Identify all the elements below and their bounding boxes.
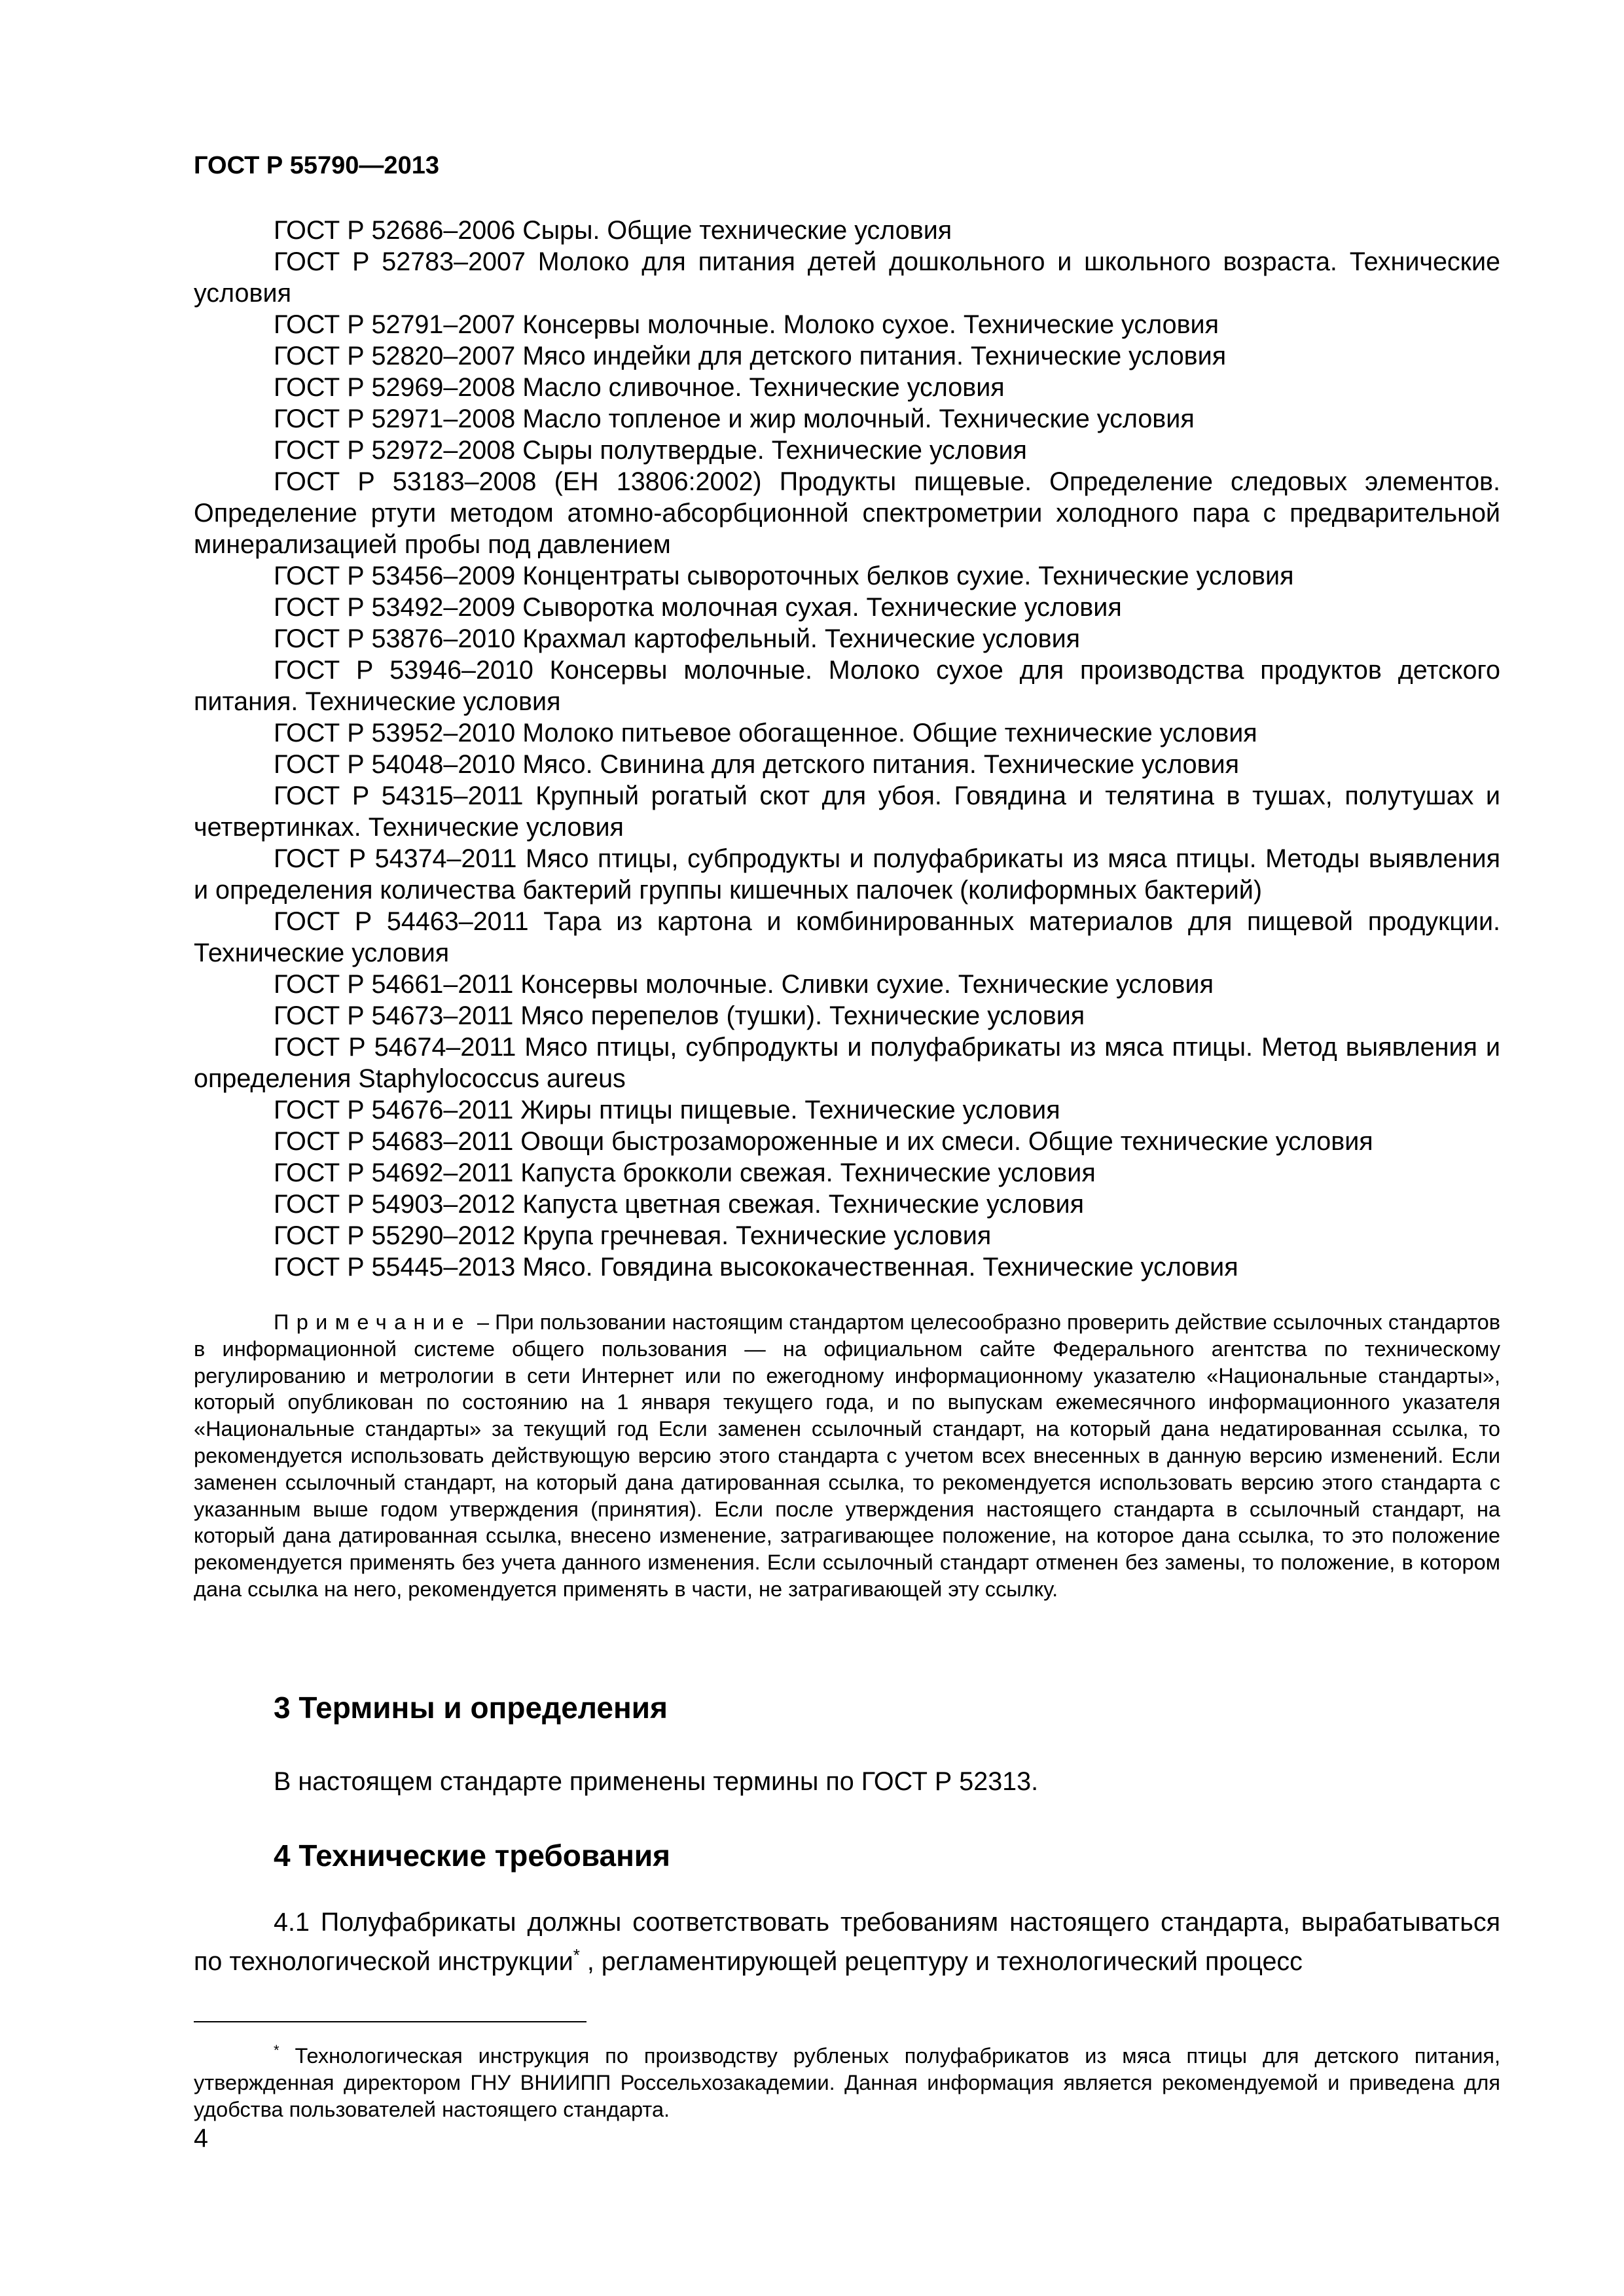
footnote-divider (194, 2021, 586, 2022)
reference-item: ГОСТ Р 52820–2007 Мясо индейки для детского питания. Технические условия (274, 342, 1227, 370)
reference-item: ГОСТ Р 52791–2007 Консервы молочные. Молоко сухое. Технические условия (274, 310, 1219, 339)
footnote (194, 2037, 1500, 2123)
reference-item: ГОСТ Р 55445–2013 Мясо. Говядина высококачественная. Технические условия (274, 1253, 1238, 1282)
footnote-text: Технологическая инструкция по производству рубленых полуфабрикатов из мяса птицы для детского питания, утвержденная директором ГНУ ВНИИПП Россельхозакадемии. Данная информация является рекомендуемой и приведена для удобства пользователей настоящего стандарта. (194, 2043, 1500, 2121)
reference-item: ГОСТ Р 54661–2011 Консервы молочные. Сливки сухие. Технические условия (274, 970, 1214, 999)
reference-item: ГОСТ Р 52783–2007 Молоко для питания детей дошкольного и школьного возраста. Технические условия (194, 247, 1500, 308)
reference-item: ГОСТ Р 53952–2010 Молоко питьевое обогащенное. Общие технические условия (274, 719, 1257, 747)
section-3-heading: 3 Термины и определения (274, 1691, 668, 1725)
section-4-heading: 4 Технические требования (274, 1839, 670, 1873)
reference-item: ГОСТ Р 54673–2011 Мясо перепелов (тушки). Технические условия (274, 1001, 1085, 1030)
reference-item: ГОСТ Р 52686–2006 Сыры. Общие технические условия (274, 216, 952, 245)
references-list (194, 215, 1500, 1283)
reference-item: ГОСТ Р 54903–2012 Капуста цветная свежая. Технические условия (274, 1190, 1084, 1219)
clause-4-1-text-a: 4.1 Полуфабрикаты должны соответствовать требованиям настоящего стандарта, вырабатываться по технологической инструкции (194, 1908, 1500, 1977)
clause-4-1-text-b: , регламентирующей рецептуру и технологический процесс (579, 1947, 1303, 1977)
clause-4-1 (194, 1906, 1500, 1978)
footnote-mark: * (274, 2042, 280, 2058)
reference-item: ГОСТ Р 52969–2008 Масло сливочное. Технические условия (274, 373, 1005, 402)
reference-item: ГОСТ Р 54048–2010 Мясо. Свинина для детского питания. Технические условия (274, 750, 1240, 779)
note-block (194, 1309, 1500, 1603)
note-label: Примечание (274, 1310, 471, 1334)
reference-item: ГОСТ Р 54374–2011 Мясо птицы, субпродукты и полуфабрикаты из мяса птицы. Методы выявления и определения количества бактерий группы кишечных палочек (колиформных бактерий) (194, 844, 1500, 905)
reference-item: ГОСТ Р 54463–2011 Тара из картона и комбинированных материалов для пищевой продукции. Технические условия (194, 907, 1500, 967)
reference-item: ГОСТ Р 54692–2011 Капуста брокколи свежая. Технические условия (274, 1158, 1096, 1187)
reference-item: ГОСТ Р 54674–2011 Мясо птицы, субпродукты и полуфабрикаты из мяса птицы. Метод выявления и определения Staphylococcus aureus (194, 1033, 1500, 1093)
reference-item: ГОСТ Р 55290–2012 Крупа гречневая. Технические условия (274, 1221, 992, 1250)
note-text: – При пользовании настоящим стандартом целесообразно проверить действие ссылочных стандартов в информационной системе общего пользования — на официальном сайте Федерального агентства по техническому регулированию и метрологии в сети Интернет или по ежегодному информационному указателю «Национальные стандарты», который опубликован по состоянию на 1 января текущего года, и по выпускам ежемесячного информационного указателя «Национальные стандарты» за текущий год Если заменен ссылочный стандарт, на который дана недатированная ссылка, то рекомендуется использовать действующую версию этого стандарта с учетом всех внесенных в данную версию изменений. Если заменен ссылочный стандарт, на который дана датированная ссылка, то рекомендуется использовать версию этого стандарта с указанным выше годом утверждения (принятия). Если после утверждения настоящего стандарта в ссылочный стандарт, на который дана датированная ссылка, внесено изменение, затрагивающее положение, на которое дана ссылка, то это положение рекомендуется применять без учета данного изменения. Если ссылочный стандарт отменен без замены, то положение, в котором дана ссылка на него, рекомендуется применять в части, не затрагивающей эту ссылку. (194, 1310, 1500, 1601)
reference-item: ГОСТ Р 53183–2008 (ЕН 13806:2002) Продукты пищевые. Определение следовых элементов. Определение ртути методом атомно-абсорбционной спектрометрии холодного пара с предварительной минерализацией пробы под давлением (194, 467, 1500, 559)
reference-item: ГОСТ Р 52971–2008 Масло топленое и жир молочный. Технические условия (274, 404, 1195, 433)
reference-item: ГОСТ Р 54315–2011 Крупный рогатый скот для убоя. Говядина и телятина в тушах, полутушах и четвертинках. Технические условия (194, 781, 1500, 842)
reference-item: ГОСТ Р 53946–2010 Консервы молочные. Молоко сухое для производства продуктов детского питания. Технические условия (194, 656, 1500, 716)
reference-item: ГОСТ Р 52972–2008 Сыры полутвердые. Технические условия (274, 436, 1027, 465)
reference-item: ГОСТ Р 53876–2010 Крахмал картофельный. Технические условия (274, 624, 1081, 653)
section-3-text: В настоящем стандарте применены термины по ГОСТ Р 52313. (274, 1767, 1039, 1796)
reference-item: ГОСТ Р 53456–2009 Концентраты сывороточных белков сухие. Технические условия (274, 562, 1294, 590)
page-number: 4 (194, 2124, 208, 2153)
reference-item: ГОСТ Р 54683–2011 Овощи быстрозамороженные и их смеси. Общие технические условия (274, 1127, 1373, 1156)
footnote-ref[interactable]: * (573, 1945, 580, 1965)
note-paragraph (194, 1309, 1500, 1603)
reference-item: ГОСТ Р 54676–2011 Жиры птицы пищевые. Технические условия (274, 1096, 1060, 1124)
document-header: ГОСТ Р 55790—2013 (194, 152, 439, 179)
reference-item: ГОСТ Р 53492–2009 Сыворотка молочная сухая. Технические условия (274, 593, 1122, 622)
